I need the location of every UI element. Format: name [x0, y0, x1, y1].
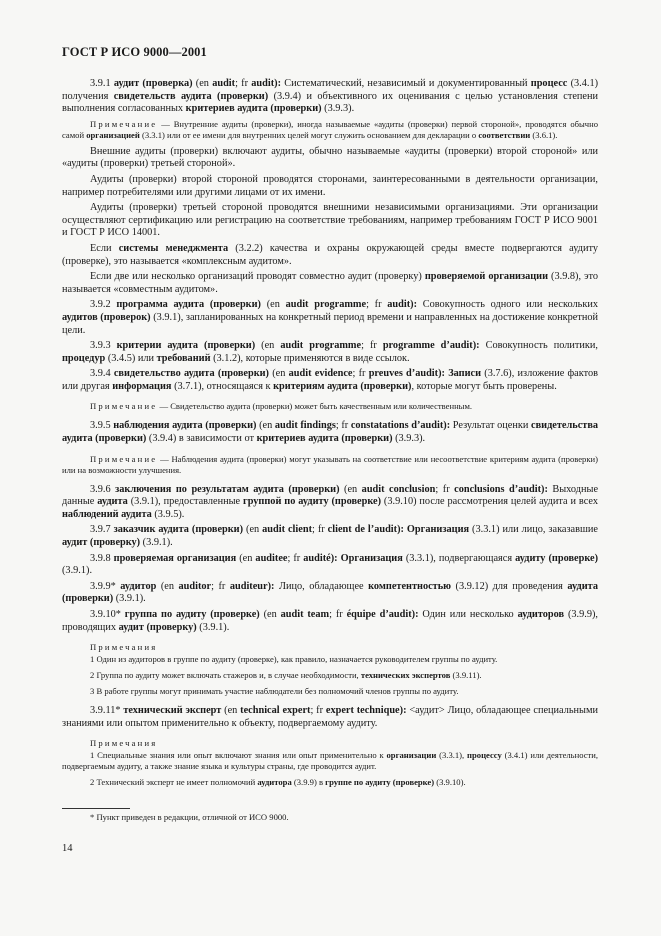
bold-term: аудита	[97, 496, 128, 508]
text-run: (en	[243, 524, 263, 536]
paragraph	[62, 202, 598, 240]
bold-term: аудиту (проверке)	[515, 552, 599, 564]
note-paragraph	[62, 642, 598, 653]
bold-term: проверяемой организации	[424, 271, 549, 283]
bold-term: ):	[443, 420, 451, 432]
note-paragraph	[62, 454, 598, 476]
text-run: Выходные данные	[62, 483, 599, 508]
text-run: ; fr	[287, 552, 304, 564]
text-run: (3.4.1) или деятельности, подвергаемым аудиту, а также знание языка и культуры страны, где проводится аудит.	[62, 750, 599, 772]
note-label: Примечание	[90, 401, 158, 412]
bold-term: ):	[472, 340, 480, 352]
bold-term: наблюдений аудита	[62, 508, 152, 520]
bold-term: audit client	[262, 524, 312, 536]
text-run: (3.9.1).	[113, 593, 146, 605]
paragraph	[62, 581, 598, 606]
text-run: Совокупность одного или нескольких	[417, 299, 598, 311]
bold-term: ):	[274, 78, 282, 89]
bold-term: Организация	[340, 552, 403, 564]
bold-term: свидетельства аудита (проверки)	[62, 420, 599, 445]
text-run: ; fr	[310, 705, 326, 717]
text-run: 3.9.8	[90, 552, 114, 564]
bold-term: требований	[156, 352, 211, 364]
text-run: Результат оценки	[450, 420, 531, 432]
text-run: (3.9.12) для проведения	[451, 580, 568, 592]
text-run: 3.9.3	[90, 340, 117, 352]
text-run: Внешние аудиты (проверки) включают аудиты, обычно называемые «аудиты (проверки) второй стороной» или «аудиты (проверки) третьей стороной».	[62, 145, 598, 170]
bold-term: Записи	[448, 368, 482, 380]
text-run: (3.7.1), относящаяся к	[171, 380, 274, 392]
bold-term: группой по аудиту (проверке)	[243, 496, 382, 508]
bold-term: Организация	[406, 524, 470, 536]
bold-term: preuves d’audit	[368, 368, 439, 380]
bold-term: audit programme	[285, 299, 367, 311]
text-run: (3.9.1), предоставленные	[127, 496, 244, 508]
text-run: Если	[90, 242, 119, 254]
bold-term: критериям аудита (проверки)	[273, 380, 412, 392]
text-run: (3.9.1).	[62, 565, 93, 577]
text-run: (3.3.1),	[436, 750, 468, 761]
note-label: Примечание	[90, 453, 158, 464]
paragraph	[62, 705, 598, 730]
paragraph	[62, 340, 598, 365]
bold-term: audit evidence	[288, 368, 353, 380]
text-run: ; fr	[312, 524, 328, 536]
text-run: (3.9.10).	[434, 777, 466, 788]
bold-term: audit	[251, 78, 275, 89]
text-run: 3 В работе группы могут принимать участие наблюдатели без полномочий членов группы по аудиту.	[90, 686, 459, 697]
text-run: (3.3.1), подвергающаяся	[402, 552, 516, 564]
bold-term: auditee	[255, 552, 288, 564]
text-run: (3.6.1).	[530, 129, 558, 140]
text-run: (3.4.5) или	[105, 352, 157, 364]
text-run: (3.2.2) качества и охраны окружающей среды вместе подвергаются аудиту (проверке), это называется «комплексным аудитом».	[62, 242, 598, 267]
text-run: ; fr	[361, 340, 383, 352]
text-run: 3.9.9*	[90, 580, 121, 592]
bold-term: свидетельство аудита (проверки)	[113, 368, 269, 380]
text-run: — Наблюдения аудита (проверки) могут указывать на соответствие или несоответствие критериям аудита (проверки) или на возможности улучшения.	[62, 453, 598, 475]
bold-term: аудитора	[257, 777, 292, 788]
bold-term: компетентностью	[368, 580, 452, 592]
bold-term: организации	[386, 750, 437, 761]
text-run: Совокупность политики,	[479, 340, 599, 352]
text-run: (en	[339, 483, 362, 495]
text-run: 3.9.11*	[90, 705, 124, 717]
note-label: Примечания	[90, 738, 158, 749]
bold-term: технический эксперт	[123, 705, 222, 717]
bold-term: информация	[112, 380, 172, 392]
bold-term: ):	[397, 524, 404, 536]
bold-term: процесс	[530, 78, 568, 89]
bold-term: процедур	[62, 352, 106, 364]
text-run: (3.9.1), запланированных на конкретный период времени и направленных на достижение конкретной цели.	[62, 311, 598, 336]
paragraph	[62, 484, 598, 522]
bold-term: expert technique	[325, 705, 400, 717]
text-run: (en	[236, 552, 256, 564]
footnote-separator	[62, 808, 130, 809]
note-paragraph	[62, 119, 598, 141]
text-run: ; fr	[366, 299, 388, 311]
text-run: 3.9.6	[90, 483, 116, 495]
bold-term: ):	[411, 609, 419, 620]
bold-term: équipe d’audit	[346, 609, 412, 620]
text-run: 3.9.7	[90, 524, 114, 536]
text-run: (3.9.4) и объективного их оценивания с целью установления степени выполнения согласованных	[62, 90, 598, 115]
bold-term: критерии аудита (проверки)	[116, 340, 256, 352]
bold-term: conclusions d’audit	[454, 483, 542, 495]
text-run: (3.9.1).	[140, 537, 173, 549]
bold-term: аудита (проверки)	[62, 580, 598, 605]
page-header: ГОСТ Р ИСО 9000—2001	[62, 45, 207, 59]
bold-term: программа аудита (проверки)	[116, 299, 261, 311]
text-run: 1 Один из аудиторов в группе по аудиту (проверке), как правило, назначается руководителем группы по аудиту.	[90, 654, 498, 665]
bold-term: критериев аудита (проверки)	[185, 103, 322, 115]
text-run: — Свидетельство аудита (проверки) может быть качественным или количественным.	[157, 401, 473, 412]
bold-term: наблюдения аудита (проверки)	[113, 420, 257, 432]
bold-term: свидетельств аудита (проверки)	[113, 90, 269, 102]
text-run: (3.7.6), изложение фактов или другая	[62, 368, 598, 392]
bold-term: constatations d’audit	[350, 420, 444, 432]
text-run: Если две или несколько организаций проводят совместно аудит (проверку)	[90, 271, 425, 283]
text-run: (en	[192, 78, 213, 89]
bold-term: аудитор	[120, 580, 157, 592]
note-label: Примечания	[90, 642, 158, 653]
bold-term: соответствии	[478, 129, 531, 140]
text-run: (3.4.1) получения	[62, 78, 599, 102]
bold-term: ):	[438, 368, 445, 380]
bold-term: ):	[267, 580, 275, 592]
text-run: (en	[156, 580, 179, 592]
paragraph	[62, 420, 598, 445]
text-run: Один или несколько	[418, 609, 518, 620]
text-run: Аудиты (проверки) второй стороной проводятся сторонами, заинтересованными в деятельности организации, например потребителями или другими лицами от их имени.	[62, 173, 598, 198]
bold-term: заказчик аудита (проверки)	[113, 524, 244, 536]
text-run: ; fr	[335, 420, 351, 432]
bold-term: заключения по результатам аудита (проверки)	[115, 483, 340, 495]
bold-term: programme d’audit	[382, 340, 473, 352]
note-paragraph	[62, 686, 598, 697]
text-run: (3.9.4) в зависимости от	[146, 433, 257, 445]
text-run: (3.9.3).	[392, 433, 426, 445]
bold-term: системы менеджмента	[118, 242, 229, 254]
text-run: (3.9.3).	[321, 103, 355, 115]
bold-term: группа по аудиту (проверке)	[124, 609, 260, 620]
bold-term: audit team	[280, 609, 330, 620]
bold-term: audit	[387, 299, 411, 311]
text-run: — Внутренние аудиты (проверки), иногда называемые «аудиты (проверки) первой стороной», проводятся обычно самой	[62, 118, 598, 140]
text-run: 3.9.10*	[90, 609, 125, 620]
paragraph	[62, 174, 598, 199]
bold-term: ):	[330, 552, 338, 564]
bold-term: audit findings	[274, 420, 336, 432]
text-run: , которые могут быть проверены.	[411, 380, 557, 392]
bold-term: auditeur	[229, 580, 268, 592]
text-run: (3.1.2), которые применяются в виде ссылок.	[210, 352, 410, 364]
text-run: 2 Технический эксперт не имеет полномочий	[90, 777, 258, 788]
text-run: (3.3.1) или от ее имени для внутренних целей могут служить основанием для декларации о	[139, 129, 479, 140]
bold-term: client de l’audit	[327, 524, 398, 536]
text-run: (3.3.1) или лицо, заказавшие	[469, 524, 598, 536]
bold-term: процессу	[467, 750, 502, 761]
paragraph	[62, 146, 598, 171]
text-run: (en	[255, 340, 281, 352]
text-run: (3.9.11).	[450, 670, 482, 681]
text-run: ; fr	[435, 483, 455, 495]
text-run: 3.9.2	[90, 299, 117, 311]
bold-term: technical expert	[240, 705, 311, 717]
bold-term: auditor	[178, 580, 212, 592]
note-paragraph	[62, 670, 598, 681]
text-run: (en	[269, 368, 289, 380]
bold-term: аудитов (проверок)	[62, 311, 151, 323]
text-run: Аудиты (проверки) третьей стороной проводятся внешними независимыми организациями. Эти организации осуществляют сертификацию или регистрацию на соответствие требованиям, например требованиям ГОСТ Р ИСО 9001 и ГОСТ Р ИСО 14001.	[62, 202, 598, 239]
paragraph	[62, 368, 598, 393]
paragraph	[62, 299, 598, 337]
bold-term: аудит (проверка)	[113, 78, 193, 89]
text-run: ; fr	[211, 580, 230, 592]
page-number: 14	[62, 843, 73, 854]
paragraph	[62, 243, 598, 268]
text-run: (3.9.8), это называется «совместным аудитом».	[62, 271, 598, 295]
bold-term: audit	[212, 78, 236, 89]
bold-term: аудит (проверку)	[62, 537, 141, 549]
note-paragraph	[62, 654, 598, 665]
bold-term: технических экспертов	[360, 670, 451, 681]
text-run: (en	[221, 705, 241, 717]
bold-term: аудиторов	[517, 609, 565, 620]
bold-term: группе по аудиту (проверке)	[325, 777, 435, 788]
bold-term: audit conclusion	[361, 483, 436, 495]
paragraph	[62, 78, 598, 116]
paragraph	[62, 553, 598, 578]
text-run: (en	[259, 609, 281, 620]
bold-term: критериев аудита (проверки)	[256, 433, 393, 445]
text-run: 3.9.4	[90, 368, 114, 380]
paragraph	[62, 609, 598, 634]
bold-term: audit programme	[280, 340, 362, 352]
text-run: 2 Группа по аудиту может включать стажеров и, в случае необходимости,	[90, 670, 361, 681]
text-run: Лицо, обладающее	[274, 580, 369, 592]
document-body	[62, 78, 598, 793]
footnote: * Пункт приведен в редакции, отличной от ИСО 9000.	[90, 812, 289, 822]
text-run: 1 Специальные знания или опыт включают знания или опыт применительно к	[90, 750, 387, 761]
note-paragraph	[62, 738, 598, 749]
text-run: (en	[260, 299, 286, 311]
bold-term: ):	[399, 705, 407, 717]
paragraph	[62, 271, 598, 296]
bold-term: ):	[541, 483, 548, 495]
text-run: (en	[256, 420, 275, 432]
bold-term: audité	[303, 552, 331, 564]
text-run: <аудит> Лицо, обладающее специальными знаниями или опытом применительно к объекту, подвергаемому аудиту.	[62, 705, 599, 729]
text-run: ; fr	[352, 368, 369, 380]
text-run: (3.9.9) в	[291, 777, 326, 788]
text-run: (3.9.5).	[151, 508, 185, 520]
text-run: ; fr	[329, 609, 347, 620]
text-run: (3.9.10) после рассмотрения целей аудита и всех	[381, 496, 598, 508]
bold-term: ):	[410, 299, 418, 311]
bold-term: проверяемая организация	[113, 552, 237, 564]
text-run: ; fr	[235, 78, 252, 89]
text-run: (3.9.9), проводящих	[62, 609, 598, 633]
paragraph	[62, 524, 598, 549]
note-label: Примечание	[90, 118, 158, 129]
text-run: 3.9.5	[90, 420, 114, 432]
bold-term: организацией	[86, 129, 140, 140]
note-paragraph	[62, 750, 598, 772]
note-paragraph	[62, 401, 598, 412]
note-paragraph	[62, 777, 598, 788]
text-run: 3.9.1	[90, 78, 114, 89]
text-run: (3.9.1).	[196, 621, 230, 633]
bold-term: аудит (проверку)	[118, 621, 197, 633]
text-run: Систематический, независимый и документированный	[281, 78, 531, 89]
